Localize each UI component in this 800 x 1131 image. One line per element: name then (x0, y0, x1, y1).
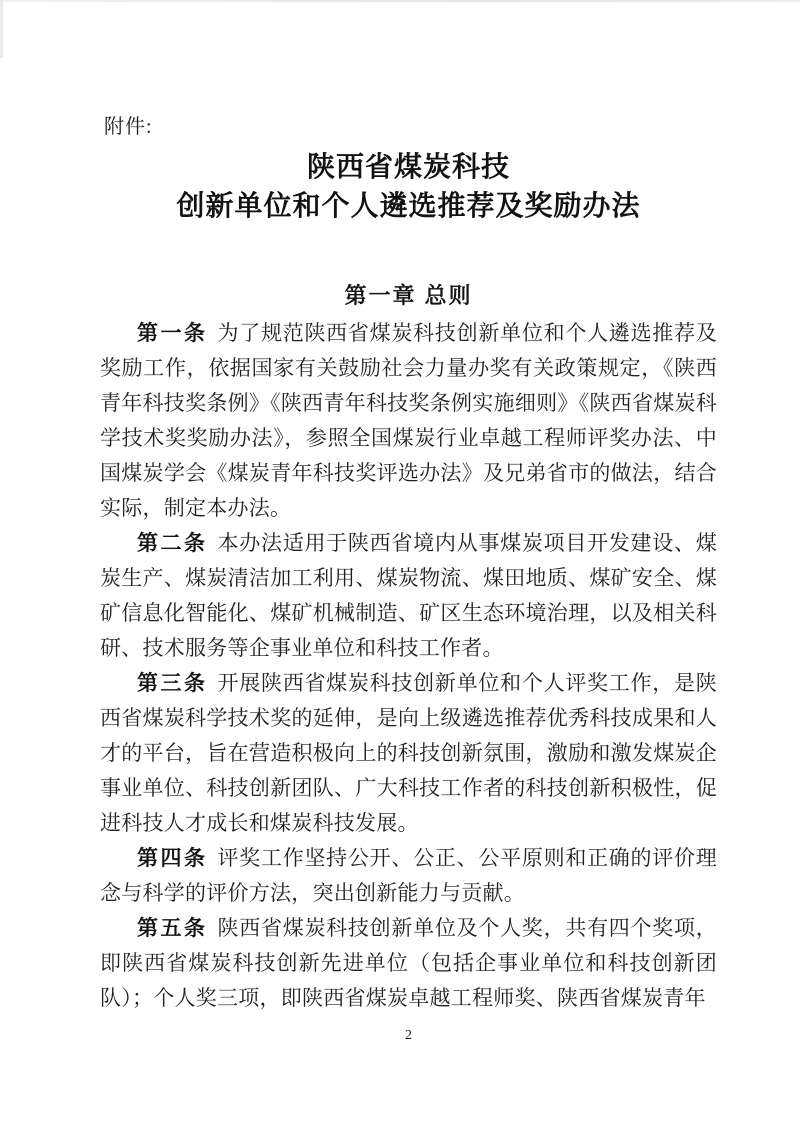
page-number: 2 (405, 1028, 412, 1043)
article-3 (100, 666, 717, 841)
attachment-label: 附件: (104, 116, 153, 138)
article-1 (100, 316, 717, 526)
article-1-label: 第一条 (137, 322, 208, 345)
article-5-text: 陕西省煤炭科技创新单位及个人奖，共有四个奖项，即陕西省煤炭科技创新先进单位（包括企事业单位和科技创新团队）；个人奖三项，即陕西省煤炭卓越工程师奖、陕西省煤炭青年 (100, 916, 718, 1010)
document-title-line1: 陕西省煤炭科技 (306, 152, 510, 183)
article-1-text: 为了规范陕西省煤炭科技创新单位和个人遴选推荐及奖励工作，依据国家有关鼓励社会力量办奖有关政策规定，《陕西青年科技奖条例》《陕西青年科技奖条例实施细则》《陕西省煤炭科学技术奖奖励办法》，参照全国煤炭行业卓越工程师评奖办法、中国煤炭学会《煤炭青年科技奖评选办法》及兄弟省市的做法，结合实际，制定本办法。 (100, 321, 718, 520)
document-title-line2: 创新单位和个人遴选推荐及奖励办法 (176, 191, 641, 222)
document-body (100, 316, 717, 1016)
article-2-text: 本办法适用于陕西省境内从事煤炭项目开发建设、煤炭生产、煤炭清洁加工利用、煤炭物流、煤田地质、煤矿安全、煤矿信息化智能化、煤矿机械制造、矿区生态环境治理，以及相关科研、技术服务等企事业单位和科技工作者。 (100, 531, 718, 660)
chapter-heading: 第一章 总则 (344, 283, 473, 308)
article-4-text: 评奖工作坚持公开、公正、公平原则和正确的评价理念与科学的评价方法，突出创新能力与贡献。 (100, 846, 718, 905)
document-title (100, 148, 717, 226)
article-5 (100, 911, 717, 1016)
article-2 (100, 526, 717, 666)
article-3-text: 开展陕西省煤炭科技创新单位和个人评奖工作，是陕西省煤炭科学技术奖的延伸，是向上级遴选推荐优秀科技成果和人才的平台，旨在营造积极向上的科技创新氛围，激励和激发煤炭企事业单位、科技创新团队、广大科技工作者的科技创新积极性，促进科技人才成长和煤炭科技发展。 (100, 671, 718, 835)
scan-artifact-left (0, 0, 3, 58)
article-4-label: 第四条 (137, 847, 208, 870)
article-4 (100, 841, 717, 911)
scan-artifact-top (0, 0, 800, 2)
article-2-label: 第二条 (137, 532, 208, 555)
article-3-label: 第三条 (137, 672, 208, 695)
article-5-label: 第五条 (137, 917, 208, 940)
